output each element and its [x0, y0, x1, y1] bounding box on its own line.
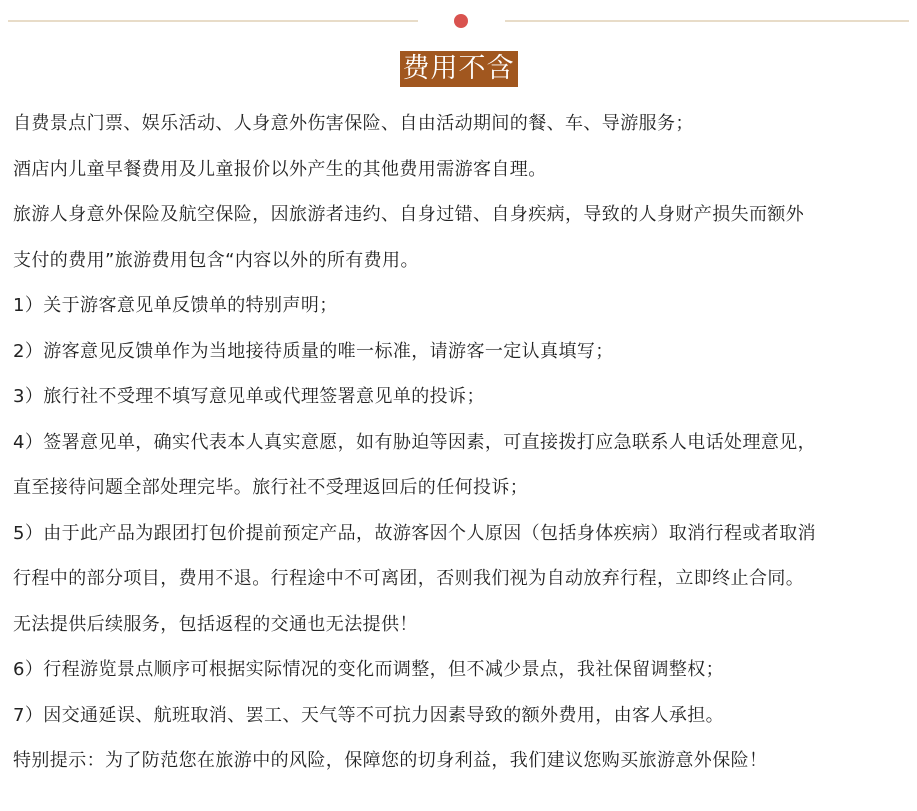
divider-dot-ornament	[454, 14, 468, 28]
text-line: 自费景点门票、娱乐活动、人身意外伤害保险、自由活动期间的餐、车、导游服务；	[13, 113, 694, 134]
text-line: 旅游人身意外保险及航空保险，因旅游者违约、自身过错、自身疾病，导致的人身财产损失而额外	[13, 204, 805, 225]
text-line: 无法提供后续服务，包括返程的交通也无法提供！	[13, 613, 418, 635]
text-line: 酒店内儿童早餐费用及儿童报价以外产生的其他费用需游客自理。	[13, 158, 547, 180]
text-line: 7）因交通延误、航班取消、罢工、天气等不可抗力因素导致的额外费用，由客人承担。	[13, 704, 725, 726]
text-line: 行程中的部分项目，费用不退。行程途中不可离团，否则我们视为自动放弃行程，立即终止合同。	[13, 568, 805, 589]
section-title-container	[0, 51, 917, 87]
text-line: 3）旅行社不受理不填写意见单或代理签署意见单的投诉；	[13, 386, 485, 407]
text-line: 1）关于游客意见单反馈单的特别声明；	[13, 295, 338, 316]
text-line: 2）游客意见反馈单作为当地接待质量的唯一标准，请游客一定认真填写；	[13, 340, 614, 362]
divider-line-left	[8, 20, 418, 22]
section-title: 费用不含	[400, 51, 518, 87]
text-line: 5）由于此产品为跟团打包价提前预定产品，故游客因个人原因（包括身体疾病）取消行程或者取消	[13, 522, 817, 544]
text-line: 特别提示：为了防范您在旅游中的风险，保障您的切身利益，我们建议您购买旅游意外保险！	[13, 750, 768, 771]
text-line: 6）行程游览景点顺序可根据实际情况的变化而调整，但不减少景点，我社保留调整权；	[13, 659, 725, 680]
text-line: 直至接待问题全部处理完毕。旅行社不受理返回后的任何投诉；	[13, 477, 529, 498]
text-line: 支付的费用”旅游费用包含“内容以外的所有费用。	[13, 249, 419, 271]
text-line: 4）签署意见单，确实代表本人真实意愿，如有胁迫等因素，可直接拨打应急联系人电话处理意见，	[13, 431, 817, 453]
divider-line-right	[505, 20, 909, 22]
exclusions-text-block	[13, 101, 913, 784]
